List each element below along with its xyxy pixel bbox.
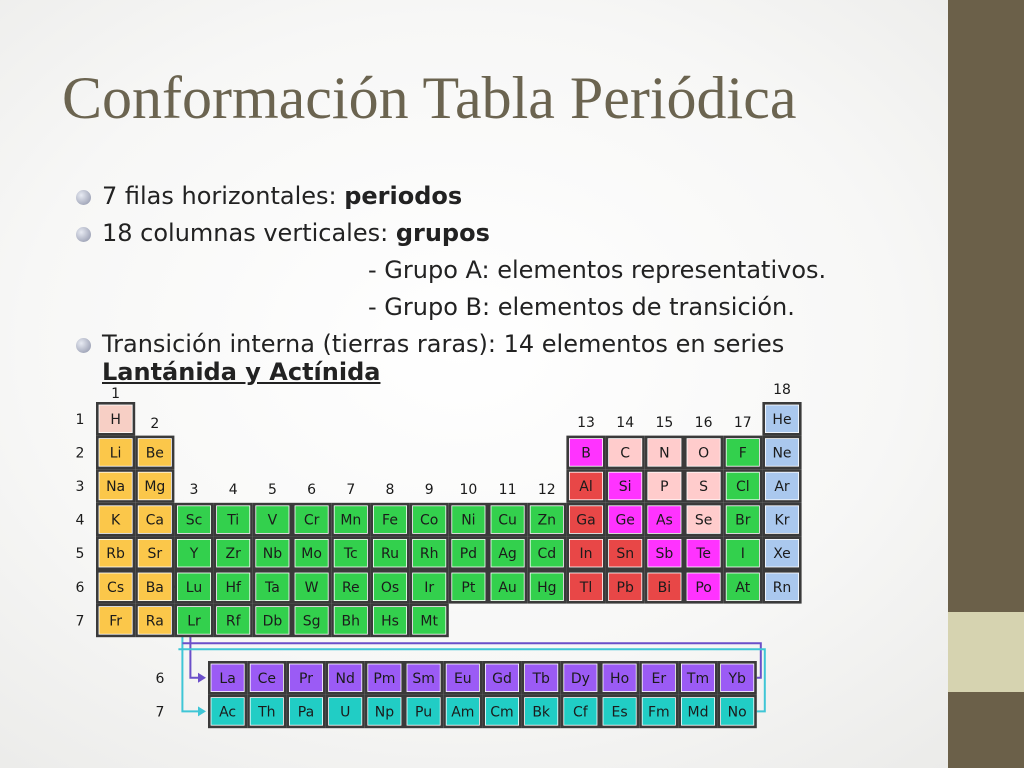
group-label: 1 xyxy=(111,386,121,402)
element-Ho xyxy=(600,661,639,695)
element-Rn xyxy=(762,570,801,604)
element-symbol: Md xyxy=(687,704,709,721)
period-label: 1 xyxy=(75,411,85,428)
element-symbol: Pa xyxy=(297,704,315,721)
element-Os xyxy=(370,570,409,604)
element-Cs xyxy=(96,570,135,604)
element-Ca xyxy=(135,503,174,537)
element-Cm xyxy=(482,695,521,729)
group-label: 12 xyxy=(537,482,556,498)
element-symbol: Yb xyxy=(728,670,746,687)
element-symbol: Cf xyxy=(573,704,588,721)
period-label: 3 xyxy=(75,479,85,495)
period-label: 7 xyxy=(75,613,85,630)
element-Ra xyxy=(135,604,174,638)
element-Ar xyxy=(762,469,801,503)
element-Tm xyxy=(678,661,717,695)
element-Xe xyxy=(762,536,801,570)
element-U xyxy=(326,695,365,729)
element-Cl xyxy=(723,469,762,503)
element-symbol: Nd xyxy=(335,670,355,687)
element-symbol: Tb xyxy=(532,670,550,687)
element-La xyxy=(208,661,247,695)
period-label: 4 xyxy=(75,512,85,529)
element-symbol: Rn xyxy=(772,579,792,596)
element-Ag xyxy=(488,536,527,570)
element-symbol: Hg xyxy=(537,579,557,596)
element-symbol: Br xyxy=(735,512,751,529)
group-label: 18 xyxy=(773,382,791,398)
element-Cf xyxy=(561,695,600,729)
element-symbol: Na xyxy=(106,479,126,495)
element-symbol: Gd xyxy=(492,670,512,687)
element-symbol: Te xyxy=(696,546,711,563)
element-Zn xyxy=(527,503,566,537)
element-symbol: Db xyxy=(262,613,283,630)
element-Ru xyxy=(370,536,409,570)
element-symbol: Pd xyxy=(459,546,478,563)
element-symbol: Ga xyxy=(576,512,596,529)
sub-bullet-text: - Grupo A: elementos representativos. xyxy=(368,256,827,284)
element-Gd xyxy=(482,661,521,695)
element-Mt xyxy=(410,604,449,638)
element-symbol: Nb xyxy=(262,546,283,563)
element-symbol: Ne xyxy=(772,445,792,462)
element-symbol: Bi xyxy=(657,579,672,596)
element-Si xyxy=(606,469,645,503)
period-label: 5 xyxy=(75,546,85,563)
element-Hg xyxy=(527,570,566,604)
element-symbol: Ca xyxy=(145,512,164,529)
element-symbol: Hf xyxy=(225,579,241,596)
element-symbol: Es xyxy=(611,704,628,721)
arrow-icon xyxy=(198,706,206,716)
element-symbol: F xyxy=(738,445,747,462)
group-label: 5 xyxy=(267,482,277,498)
element-symbol: Xe xyxy=(773,546,791,563)
element-Nd xyxy=(326,661,365,695)
element-Br xyxy=(723,503,762,537)
element-symbol: Lr xyxy=(187,613,201,630)
element-No xyxy=(718,695,757,729)
sub-bullet-text: - Grupo B: elementos de transición. xyxy=(368,293,795,321)
element-Cr xyxy=(292,503,331,537)
element-symbol: Am xyxy=(451,704,475,721)
group-label: 4 xyxy=(228,482,238,498)
element-symbol: Pb xyxy=(616,579,634,596)
element-P xyxy=(645,469,684,503)
element-Dy xyxy=(561,661,600,695)
element-K xyxy=(96,503,135,537)
element-Pt xyxy=(449,570,488,604)
arrow-icon xyxy=(198,673,206,683)
element-symbol: Ni xyxy=(461,512,476,529)
element-B xyxy=(566,436,605,470)
group-label: 2 xyxy=(150,416,160,432)
element-symbol: Ir xyxy=(424,579,435,596)
element-Am xyxy=(443,695,482,729)
element-Co xyxy=(410,503,449,537)
element-symbol: La xyxy=(219,670,236,687)
element-Ge xyxy=(606,503,645,537)
group-label: 11 xyxy=(498,482,517,498)
element-Ta xyxy=(253,570,292,604)
element-symbol: Mg xyxy=(144,479,166,495)
period-label: 2 xyxy=(75,445,85,462)
element-Pr xyxy=(286,661,325,695)
element-Sc xyxy=(174,503,213,537)
element-Np xyxy=(365,695,404,729)
element-Lu xyxy=(174,570,213,604)
group-label: 10 xyxy=(459,482,478,498)
group-label: 6 xyxy=(307,482,317,498)
element-Ir xyxy=(410,570,449,604)
element-H xyxy=(96,402,135,436)
element-Al xyxy=(566,469,605,503)
element-symbol: No xyxy=(727,704,747,721)
element-Sg xyxy=(292,604,331,638)
element-symbol: Cu xyxy=(498,512,517,529)
element-Ce xyxy=(247,661,286,695)
element-Lr xyxy=(174,604,213,638)
element-Ga xyxy=(566,503,605,537)
element-Be xyxy=(135,436,174,470)
element-Ti xyxy=(214,503,253,537)
element-symbol: Lu xyxy=(185,579,203,596)
bullet-text-plain: 7 filas horizontales: xyxy=(102,182,345,210)
element-symbol: Au xyxy=(498,579,517,596)
group-label: 9 xyxy=(424,482,434,498)
element-symbol: At xyxy=(735,579,751,596)
element-symbol: O xyxy=(698,445,710,462)
element-symbol: Bk xyxy=(532,704,551,721)
element-symbol: Er xyxy=(651,670,667,687)
group-label: 8 xyxy=(385,482,395,498)
element-symbol: As xyxy=(655,512,673,529)
element-F xyxy=(723,436,762,470)
element-symbol: S xyxy=(699,479,709,495)
element-symbol: Al xyxy=(579,479,593,495)
bullet-text-bold: grupos xyxy=(395,219,490,247)
element-symbol: Rh xyxy=(419,546,439,563)
element-Mg xyxy=(135,469,174,503)
element-symbol: U xyxy=(340,704,351,721)
element-Cd xyxy=(527,536,566,570)
element-V xyxy=(253,503,292,537)
element-symbol: Zr xyxy=(225,546,241,563)
element-Re xyxy=(331,570,370,604)
element-symbol: W xyxy=(304,579,319,596)
element-symbol: Zn xyxy=(537,512,557,529)
element-Tl xyxy=(566,570,605,604)
element-O xyxy=(684,436,723,470)
element-As xyxy=(645,503,684,537)
element-symbol: Sb xyxy=(655,546,674,563)
element-symbol: Y xyxy=(189,546,199,563)
element-Tb xyxy=(522,661,561,695)
element-In xyxy=(566,536,605,570)
element-symbol: Pr xyxy=(299,670,313,687)
element-symbol: Li xyxy=(109,445,122,462)
element-Se xyxy=(684,503,723,537)
element-symbol: Ce xyxy=(257,670,276,687)
element-symbol: Be xyxy=(145,445,164,462)
group-label: 13 xyxy=(577,415,595,431)
element-symbol: H xyxy=(110,411,121,428)
element-Fm xyxy=(639,695,678,729)
element-symbol: Ar xyxy=(774,479,790,495)
element-symbol: Sr xyxy=(147,546,163,563)
element-Sn xyxy=(606,536,645,570)
element-symbol: Sm xyxy=(412,670,435,687)
element-symbol: Sc xyxy=(185,512,203,529)
element-Db xyxy=(253,604,292,638)
element-symbol: C xyxy=(620,445,631,462)
bullet-text-bold: periodos xyxy=(344,182,463,210)
element-symbol: Cs xyxy=(107,579,125,596)
element-Mn xyxy=(331,503,370,537)
element-symbol: Ho xyxy=(610,670,630,687)
element-symbol: Bh xyxy=(341,613,361,630)
element-Sm xyxy=(404,661,443,695)
period-label: 6 xyxy=(75,579,85,596)
element-symbol: Ra xyxy=(145,613,164,630)
element-S xyxy=(684,469,723,503)
group-label: 16 xyxy=(694,415,713,431)
element-symbol: Si xyxy=(618,479,632,495)
element-Hs xyxy=(370,604,409,638)
element-symbol: Ba xyxy=(145,579,164,596)
element-symbol: Kr xyxy=(774,512,790,529)
element-symbol: Mt xyxy=(420,613,438,630)
element-symbol: Tm xyxy=(686,670,710,687)
element-Kr xyxy=(762,503,801,537)
element-symbol: Pt xyxy=(461,579,476,596)
element-Li xyxy=(96,436,135,470)
element-symbol: Hs xyxy=(381,613,399,630)
element-symbol: Co xyxy=(420,512,439,529)
element-Pa xyxy=(286,695,325,729)
element-symbol: Cr xyxy=(303,512,320,529)
element-symbol: Pu xyxy=(415,704,433,721)
element-symbol: He xyxy=(772,411,792,428)
element-W xyxy=(292,570,331,604)
element-Pb xyxy=(606,570,645,604)
element-symbol: Mn xyxy=(340,512,362,529)
element-symbol: Fe xyxy=(382,512,398,529)
element-Mo xyxy=(292,536,331,570)
element-Bk xyxy=(522,695,561,729)
f-period-label: 7 xyxy=(155,704,165,721)
element-I xyxy=(723,536,762,570)
element-symbol: Cd xyxy=(537,546,557,563)
element-symbol: Fr xyxy=(109,613,122,630)
group-label: 15 xyxy=(655,415,674,431)
element-symbol: Ti xyxy=(227,512,240,529)
element-Rb xyxy=(96,536,135,570)
element-Rf xyxy=(214,604,253,638)
element-symbol: Eu xyxy=(453,670,472,687)
element-symbol: Tl xyxy=(579,579,593,596)
element-Hf xyxy=(214,570,253,604)
element-symbol: B xyxy=(581,445,591,462)
element-Rh xyxy=(410,536,449,570)
element-Ba xyxy=(135,570,174,604)
group-label: 14 xyxy=(616,415,635,431)
element-symbol: In xyxy=(579,546,593,563)
element-Zr xyxy=(214,536,253,570)
element-symbol: Se xyxy=(694,512,713,529)
element-Te xyxy=(684,536,723,570)
bullet-text-plain: 18 columnas verticales: xyxy=(102,219,396,247)
element-Po xyxy=(684,570,723,604)
element-N xyxy=(645,436,684,470)
element-symbol: Ac xyxy=(219,704,237,721)
slide-title: Conformación Tabla Periódica xyxy=(62,65,797,131)
element-Er xyxy=(639,661,678,695)
element-symbol: Rb xyxy=(106,546,125,563)
element-symbol: Np xyxy=(374,704,395,721)
element-He xyxy=(762,402,801,436)
element-symbol: Sn xyxy=(616,546,635,563)
element-symbol: Ta xyxy=(264,579,280,596)
element-symbol: P xyxy=(660,479,669,495)
element-symbol: Th xyxy=(258,704,276,721)
element-C xyxy=(606,436,645,470)
element-Md xyxy=(678,695,717,729)
element-symbol: Pm xyxy=(373,670,396,687)
element-Tc xyxy=(331,536,370,570)
group-label: 3 xyxy=(189,482,199,498)
element-symbol: Cl xyxy=(735,479,750,495)
element-Na xyxy=(96,469,135,503)
element-Pd xyxy=(449,536,488,570)
element-symbol: Dy xyxy=(570,670,590,687)
element-symbol: Rf xyxy=(225,613,241,630)
element-Y xyxy=(174,536,213,570)
bullet-text: Transición interna (tierras raras): 14 elementos en series xyxy=(102,330,785,358)
element-Cu xyxy=(488,503,527,537)
element-Es xyxy=(600,695,639,729)
element-Pm xyxy=(365,661,404,695)
element-Nb xyxy=(253,536,292,570)
element-symbol: Po xyxy=(695,579,712,596)
element-symbol: Os xyxy=(380,579,400,596)
element-Ne xyxy=(762,436,801,470)
group-label: 7 xyxy=(346,482,356,498)
element-symbol: V xyxy=(267,512,278,529)
element-Eu xyxy=(443,661,482,695)
element-symbol: Re xyxy=(341,579,360,596)
element-Yb xyxy=(718,661,757,695)
element-symbol: Mo xyxy=(301,546,322,563)
element-Bi xyxy=(645,570,684,604)
f-period-label: 6 xyxy=(155,670,165,687)
element-symbol: Ru xyxy=(381,546,399,563)
element-symbol: K xyxy=(111,512,121,529)
element-symbol: I xyxy=(740,546,745,563)
element-Fe xyxy=(370,503,409,537)
element-Sr xyxy=(135,536,174,570)
element-symbol: Ge xyxy=(615,512,635,529)
element-Bh xyxy=(331,604,370,638)
element-Th xyxy=(247,695,286,729)
element-Pu xyxy=(404,695,443,729)
element-Au xyxy=(488,570,527,604)
element-Ac xyxy=(208,695,247,729)
element-Fr xyxy=(96,604,135,638)
element-symbol: Tc xyxy=(343,546,358,563)
element-Sb xyxy=(645,536,684,570)
group-label: 17 xyxy=(733,415,752,431)
element-symbol: Cm xyxy=(490,704,514,721)
element-symbol: N xyxy=(659,445,670,462)
sidebar-accent xyxy=(948,612,1024,692)
element-symbol: Ag xyxy=(498,546,517,563)
bullet-text-underline: Lantánida y Actínida xyxy=(102,358,381,386)
element-symbol: Sg xyxy=(302,613,321,630)
element-symbol: Fm xyxy=(647,704,670,721)
element-Ni xyxy=(449,503,488,537)
element-At xyxy=(723,570,762,604)
